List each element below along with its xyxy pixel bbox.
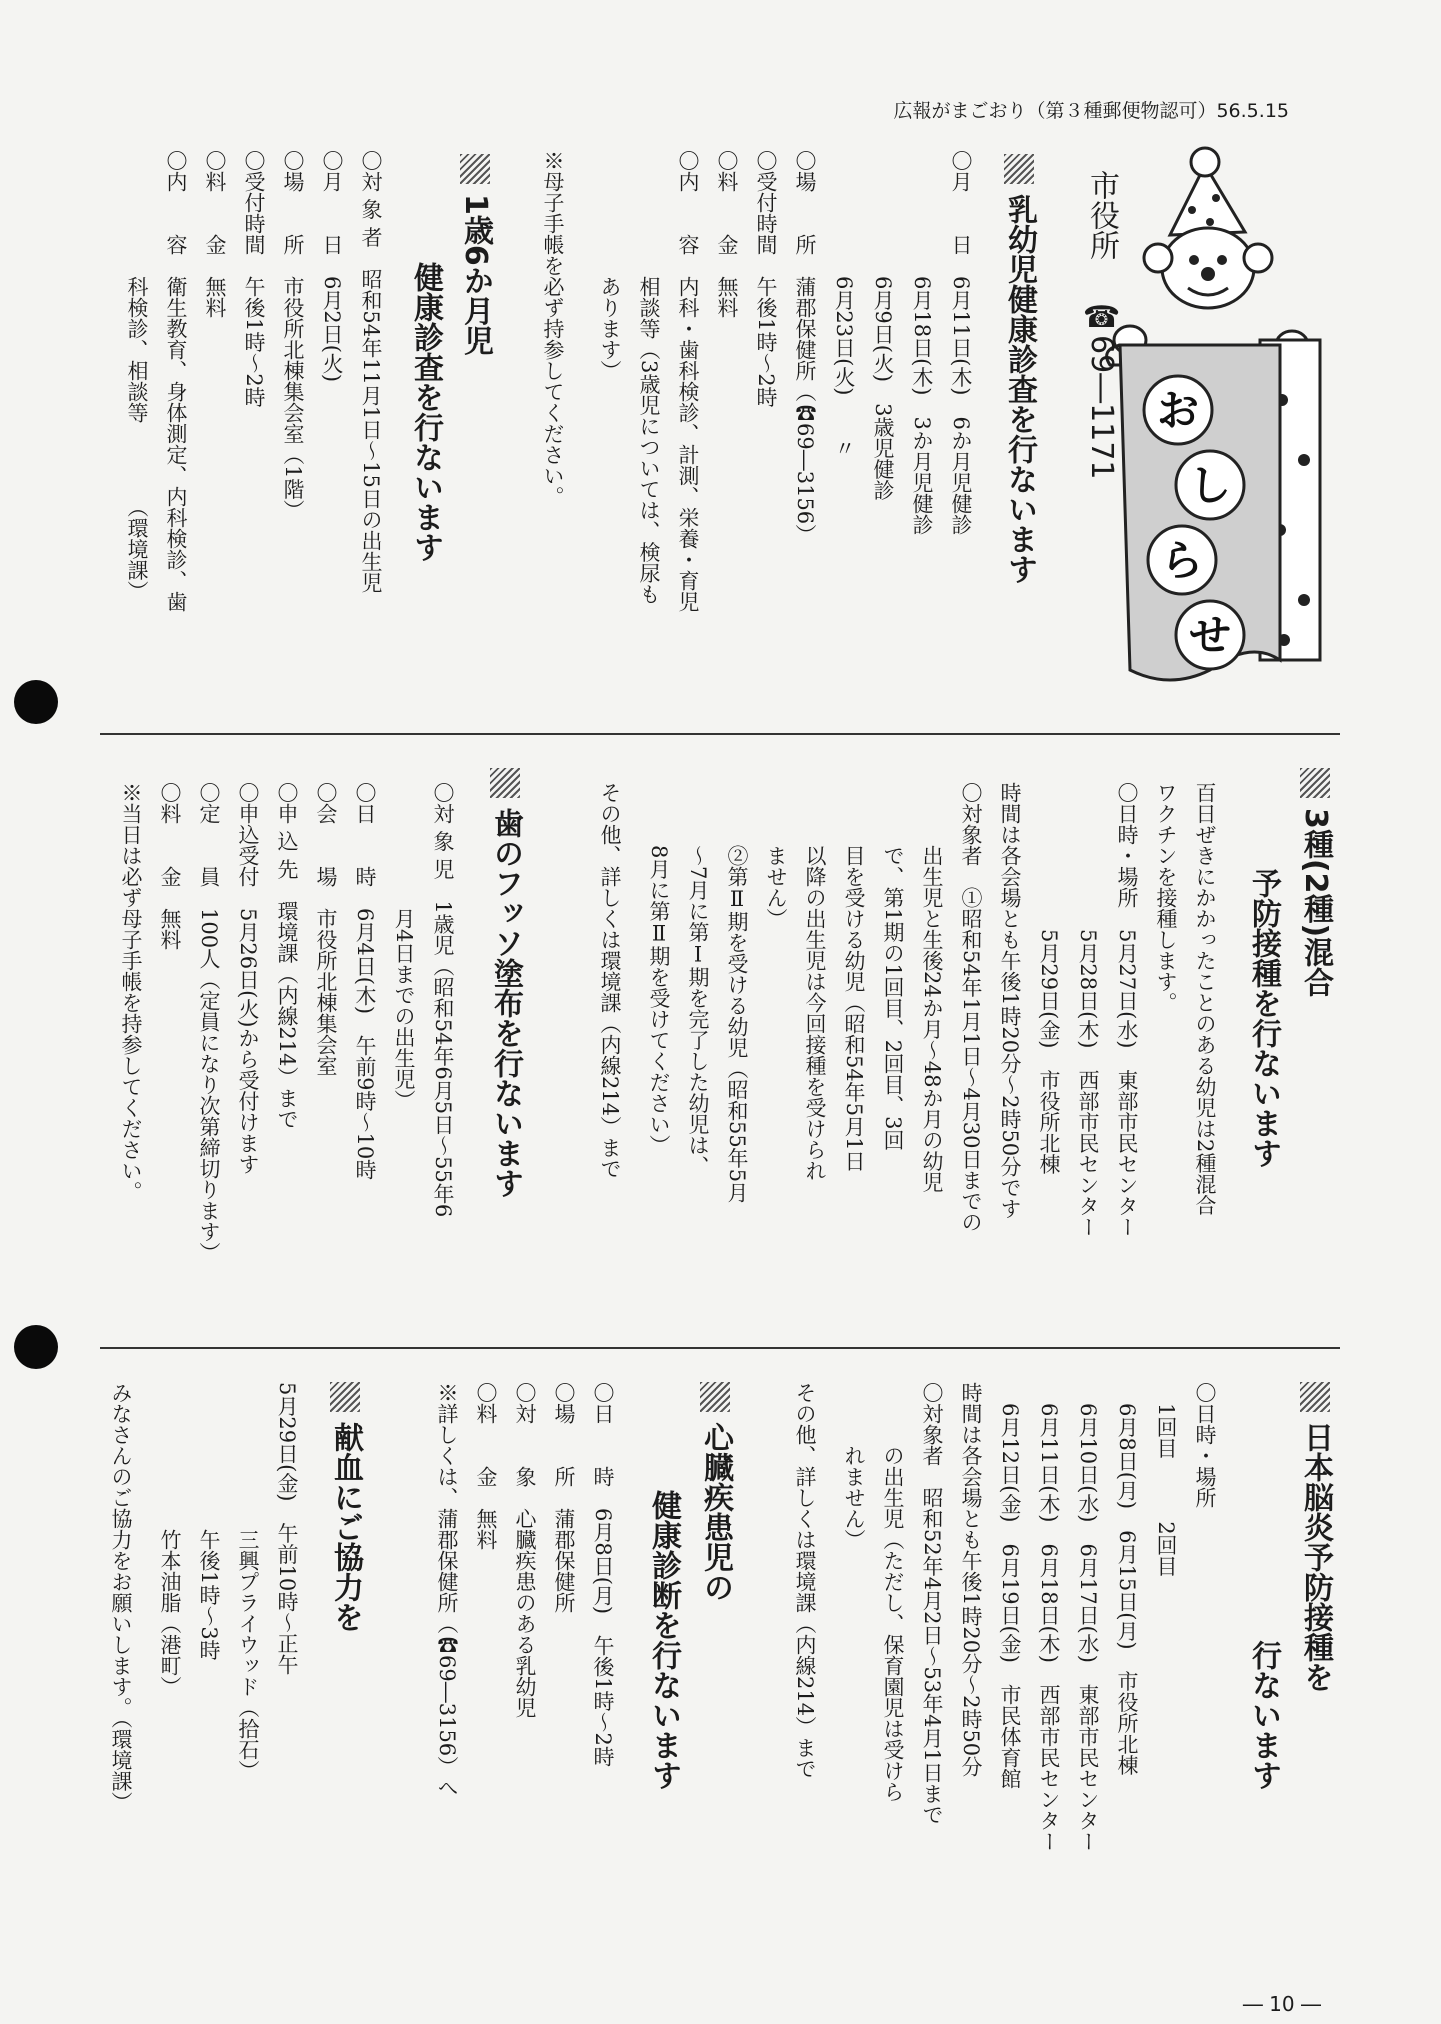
encephalitis-title-1	[1292, 1382, 1338, 1692]
eighteen-line: 〇対 象 者 昭和54年11月1日～15日の出生児	[359, 150, 383, 593]
vaccine-mixed-title-2: 予防接種を行ないます	[1246, 868, 1281, 1168]
eighteen-line: 〇内 容 衛生教育、身体測定、内科検診、歯	[164, 150, 188, 612]
heading-marker	[460, 154, 490, 184]
eighteen-line: 〇場 所 市役所北棟集会室（1階）	[281, 150, 305, 521]
eighteen-line: 〇料 金 無料	[203, 150, 227, 318]
vaccine-line: 〇対象者 ①昭和54年1月1日～4月30日までの	[959, 782, 983, 1233]
eighteen-month-title-2: 健康診査を行ないます	[408, 262, 443, 562]
eighteen-line: 〇受付時間 午後1時～2時	[242, 150, 266, 408]
heading-marker	[330, 1382, 360, 1412]
vaccine-mixed-title-1	[1292, 768, 1338, 997]
section-divider-2	[100, 1347, 1340, 1349]
banner-letter-4: せ	[1188, 611, 1232, 660]
blood-title-text: 献血にご協力を	[328, 1422, 363, 1632]
infant-line: 〇料 金 無料	[715, 150, 739, 318]
encephalitis-line: 6月8日(月) 6月15日(月) 市役所北棟	[1115, 1382, 1139, 1776]
encephalitis-line: 6月11日(木) 6月18日(木) 西部市民センター	[1037, 1382, 1061, 1852]
encephalitis-title-2: 行ないます	[1246, 1640, 1281, 1790]
encephalitis-title-1-text: 日本脳炎予防接種を	[1298, 1422, 1333, 1692]
blood-line: 午後1時～3時	[197, 1382, 221, 1661]
blood-line: 竹本油脂（港町）	[158, 1382, 182, 1697]
vaccine-line: 百日ぜきにかかったことのある幼児は2種混合	[1193, 782, 1217, 1216]
heading-marker	[1004, 154, 1034, 184]
encephalitis-line: 6月10日(水) 6月17日(水) 東部市民センター	[1076, 1382, 1100, 1852]
fluoride-line: ※当日は必ず母子手帳を持参してください。	[119, 782, 143, 1202]
eighteen-month-body	[100, 150, 390, 710]
vaccine-line: ②第Ⅱ期を受ける幼児（昭和55年5月	[725, 782, 749, 1204]
vaccine-line: その他、詳しくは環境課（内線214）まで	[598, 782, 622, 1180]
punch-hole-bottom	[14, 1325, 58, 1369]
encephalitis-line: 〇対象者 昭和52年4月2日～53年4月1日まで	[920, 1382, 944, 1825]
blood-body	[100, 1382, 306, 1942]
vaccine-line: 時間は各会場とも午後1時20分～2時50分です	[998, 782, 1022, 1220]
eighteen-line: 科検診、相談等 （環境課）	[125, 150, 149, 602]
fluoride-title-text: 歯のフッソ塗布を行ないます	[488, 808, 523, 1198]
publication-header: 広報がまごおり（第３種郵便物認可）56.5.15	[893, 100, 1289, 122]
infant-line: 〇場 所 蒲郡保健所（☎69―3156）	[793, 150, 817, 546]
punch-hole-top	[14, 680, 58, 724]
encephalitis-line: 時間は各会場とも午後1時20分～2時50分	[959, 1382, 983, 1778]
infant-checkup-body	[530, 150, 980, 710]
heart-line: 〇対 象 心臓疾患のある乳幼児	[513, 1382, 537, 1718]
heading-marker	[1300, 1382, 1330, 1412]
banner-letter-2: し	[1188, 461, 1232, 510]
section-divider-1	[100, 733, 1340, 735]
fluoride-line: 月4日までの出生児）	[392, 782, 416, 1111]
heart-line: 〇日 時 6月8日(月) 午後1時～2時	[591, 1382, 615, 1767]
vaccine-line: 〇日時・場所 5月27日(水) 東部市民センター	[1115, 782, 1139, 1238]
heart-body	[400, 1382, 622, 1942]
encephalitis-line: の出生児（ただし、保育園児は受けら	[881, 1382, 905, 1802]
vaccine-line: 5月29日(金) 市役所北棟	[1037, 782, 1061, 1175]
encephalitis-line: れません）	[842, 1382, 866, 1550]
fluoride-line: 〇料 金 無料	[158, 782, 182, 950]
heading-marker	[700, 1382, 730, 1412]
blood-line: みなさんのご協力をお願いします。（環境課）	[109, 1382, 133, 1813]
eighteen-month-title-1-text: 1歳6か月児	[458, 194, 493, 356]
city-office-phone: ☎69―1171	[1084, 300, 1119, 480]
infant-line: 相談等（3歳児については、検尿も	[637, 150, 661, 605]
vaccine-line: で、第1期の1回目、2回目、3回	[881, 782, 905, 1151]
vaccine-line: ません）	[764, 782, 788, 929]
infant-line: あります）	[598, 150, 622, 381]
banner-letter-3: ら	[1160, 536, 1204, 585]
encephalitis-line: 1回目 2回目	[1154, 1382, 1178, 1577]
infant-line: 6月18日(木) 3か月児健診	[910, 150, 934, 535]
vaccine-line: ワクチンを接種します。	[1154, 782, 1178, 1013]
heart-title-1-text: 心臓疾患児の	[698, 1422, 733, 1602]
infant-checkup-title-text: 乳幼児健康診査を行ないます	[1002, 194, 1037, 584]
infant-line: 6月9日(火) 3歳児健診	[871, 150, 895, 501]
heart-line: 〇場 所 蒲郡保健所	[552, 1382, 576, 1613]
infant-line: 〇受付時間 午後1時～2時	[754, 150, 778, 408]
blood-title	[322, 1382, 368, 1632]
vaccine-line: 5月28日(木) 西部市民センター	[1076, 782, 1100, 1238]
heading-marker	[1300, 768, 1330, 798]
fluoride-line: 〇申込受付 5月26日(火)から受付けます	[236, 782, 260, 1175]
heart-line: 〇料 金 無料	[474, 1382, 498, 1550]
encephalitis-body	[770, 1382, 1224, 1942]
infant-line: 〇内 容 内科・歯科検診、計測、栄養・育児	[676, 150, 700, 612]
vaccine-line: 目を受ける幼児（昭和54年5月1日	[842, 782, 866, 1172]
fluoride-line: 〇定 員 100人（定員になり次第締切ります）	[197, 782, 221, 1264]
heart-title-2: 健康診断を行ないます	[646, 1490, 681, 1790]
infant-note: ※母子手帳を必ず持参してください。	[541, 150, 565, 507]
fluoride-line: 〇対 象 児 1歳児（昭和54年6月5日～55年6	[431, 782, 455, 1218]
fluoride-line: 〇日 時 6月4日(木) 午前9時～10時	[353, 782, 377, 1181]
vaccine-line: 出生児と生後24か月～48か月の幼児	[920, 782, 944, 1193]
eighteen-line: 〇月 日 6月2日(火)	[320, 150, 344, 383]
encephalitis-line: その他、詳しくは環境課（内線214）まで	[793, 1382, 817, 1780]
fluoride-line: 〇会 場 市役所北棟集会室	[314, 782, 338, 1076]
vaccine-line: 8月に第Ⅱ期を受けてください）	[647, 782, 671, 1156]
heart-line: ※詳しくは、蒲郡保健所（☎69―3156）へ	[435, 1382, 459, 1799]
vaccine-line: ～7月に第Ⅰ期を完了した幼児は、	[686, 782, 710, 1177]
fluoride-line: 〇申 込 先 環境課（内線214）まで	[275, 782, 299, 1130]
fluoride-body	[100, 782, 462, 1327]
city-office-label: 市役所	[1084, 170, 1119, 260]
infant-line: 〇月 日 6月11日(木) 6か月児健診	[949, 150, 973, 535]
page-number: ― 10 ―	[1242, 1992, 1321, 2016]
infant-checkup-title	[996, 154, 1042, 584]
infant-line: 6月23日(火) 〃	[832, 150, 856, 459]
fluoride-title	[482, 768, 528, 1198]
blood-line: 5月29日(金) 午前10時～正午	[275, 1382, 299, 1676]
eighteen-month-title-1	[452, 154, 498, 356]
vaccine-mixed-title-1-text: 3種(2種)混合	[1298, 808, 1333, 998]
encephalitis-line: 〇日時・場所	[1193, 1382, 1217, 1508]
blood-line: 三興プライウッド（拾石）	[236, 1382, 260, 1781]
heart-title-1	[692, 1382, 738, 1602]
heading-marker	[490, 768, 520, 798]
banner-letter-1: お	[1156, 386, 1200, 435]
vaccine-mixed-body	[560, 782, 1224, 1327]
vaccine-line: 以降の出生児は今回接種を受けられ	[803, 782, 827, 1181]
encephalitis-line: 6月12日(金) 6月19日(金) 市民体育館	[998, 1382, 1022, 1789]
